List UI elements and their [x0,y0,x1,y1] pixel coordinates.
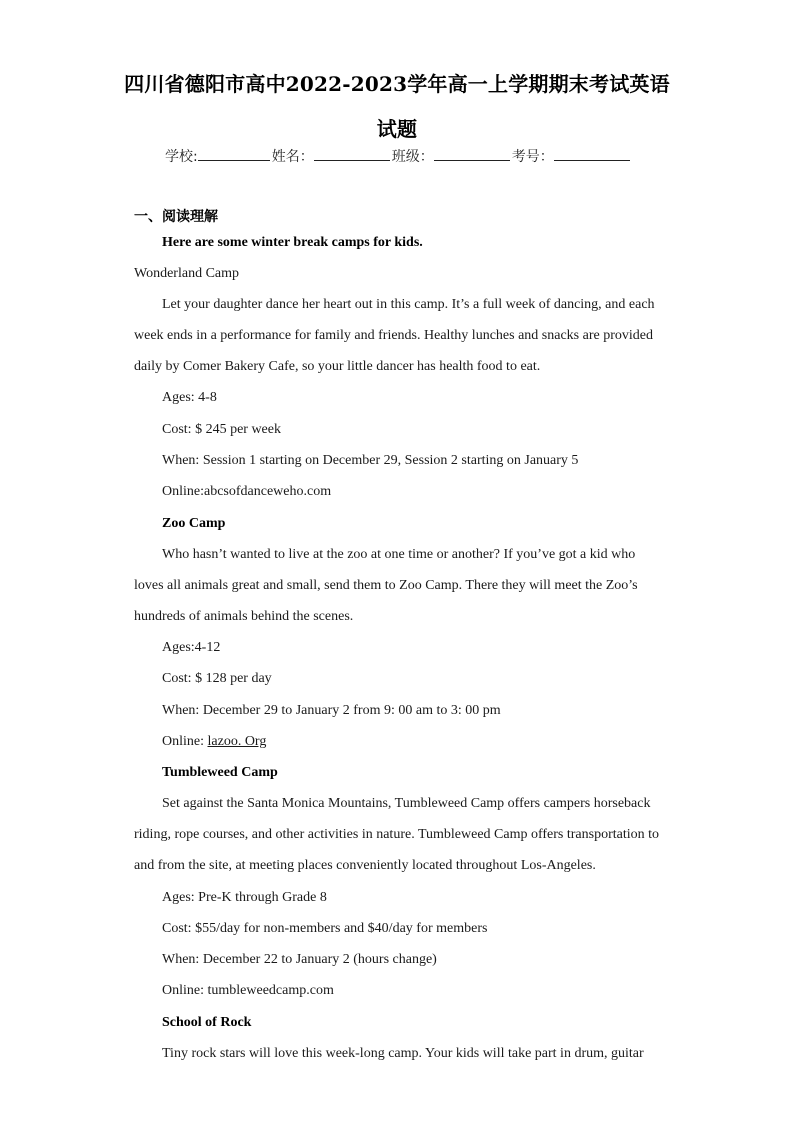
class-blank[interactable] [434,146,510,161]
camp-name: Wonderland Camp [134,266,240,281]
camp-when: When: Session 1 starting on December 29, Session 2 starting on January 5 [162,453,579,468]
passage-intro: Here are some winter break camps for kids. [162,235,423,250]
camp-when: When: December 29 to January 2 from 9: 00 am to 3: 00 pm [162,703,501,718]
camp-desc-line: and from the site, at meeting places conveniently located throughout Los-Angeles. [134,858,596,873]
camp-ages: Ages: 4-8 [162,390,217,405]
camp-desc-line: Tiny rock stars will love this week-long camp. Your kids will take part in drum, guitar [162,1046,644,1061]
class-label: 班级： [391,149,434,165]
number-label: 考号： [511,149,554,165]
camp-online-link[interactable]: lazoo. Org [207,734,267,749]
camp-when: When: December 22 to January 2 (hours change) [162,952,437,967]
name-blank[interactable] [314,146,390,161]
camp-name: Tumbleweed Camp [162,765,278,780]
exam-title-line1: 四川省德阳市高中2022-2023学年高一上学期期末考试英语 [124,72,670,96]
camp-desc-line: week ends in a performance for family and friends. Healthy lunches and snacks are provided [134,328,653,343]
school-label: 学校: [165,149,198,165]
camp-name: School of Rock [162,1015,252,1030]
name-label: 姓名： [271,149,314,165]
exam-title-line2: 试题 [376,117,418,141]
camp-desc-line: Let your daughter dance her heart out in this camp. It’s a full week of dancing, and each [162,297,655,312]
camp-cost: Cost: $ 128 per day [162,671,272,686]
camp-ages: Ages:4-12 [162,640,221,655]
section-heading: 一、阅读理解 [134,209,218,225]
camp-ages: Ages: Pre-K through Grade 8 [162,890,327,905]
camp-desc-line: Set against the Santa Monica Mountains, Tumbleweed Camp offers campers horseback [162,796,651,811]
camp-name: Zoo Camp [162,516,226,531]
camp-desc-line: Who hasn’t wanted to live at the zoo at one time or another? If you’ve got a kid who [162,547,636,562]
camp-online: Online: tumbleweedcamp.com [162,983,334,998]
camp-desc-line: riding, rope courses, and other activities in nature. Tumbleweed Camp offers transportation to [134,827,660,842]
camp-online-label: Online: [162,734,208,749]
camp-online [162,733,266,751]
camp-desc-line: hundreds of animals behind the scenes. [134,609,354,624]
school-blank[interactable] [198,146,270,161]
number-blank[interactable] [554,146,630,161]
camp-desc-line: daily by Comer Bakery Cafe, so your little dancer has health food to eat. [134,359,541,374]
camp-cost: Cost: $55/day for non-members and $40/day for members [162,921,488,936]
camp-desc-line: loves all animals great and small, send them to Zoo Camp. There they will meet the Zoo’s [134,578,638,593]
camp-cost: Cost: $ 245 per week [162,422,281,437]
camp-online: Online:abcsofdanceweho.com [162,484,332,499]
student-info-row [165,146,632,166]
